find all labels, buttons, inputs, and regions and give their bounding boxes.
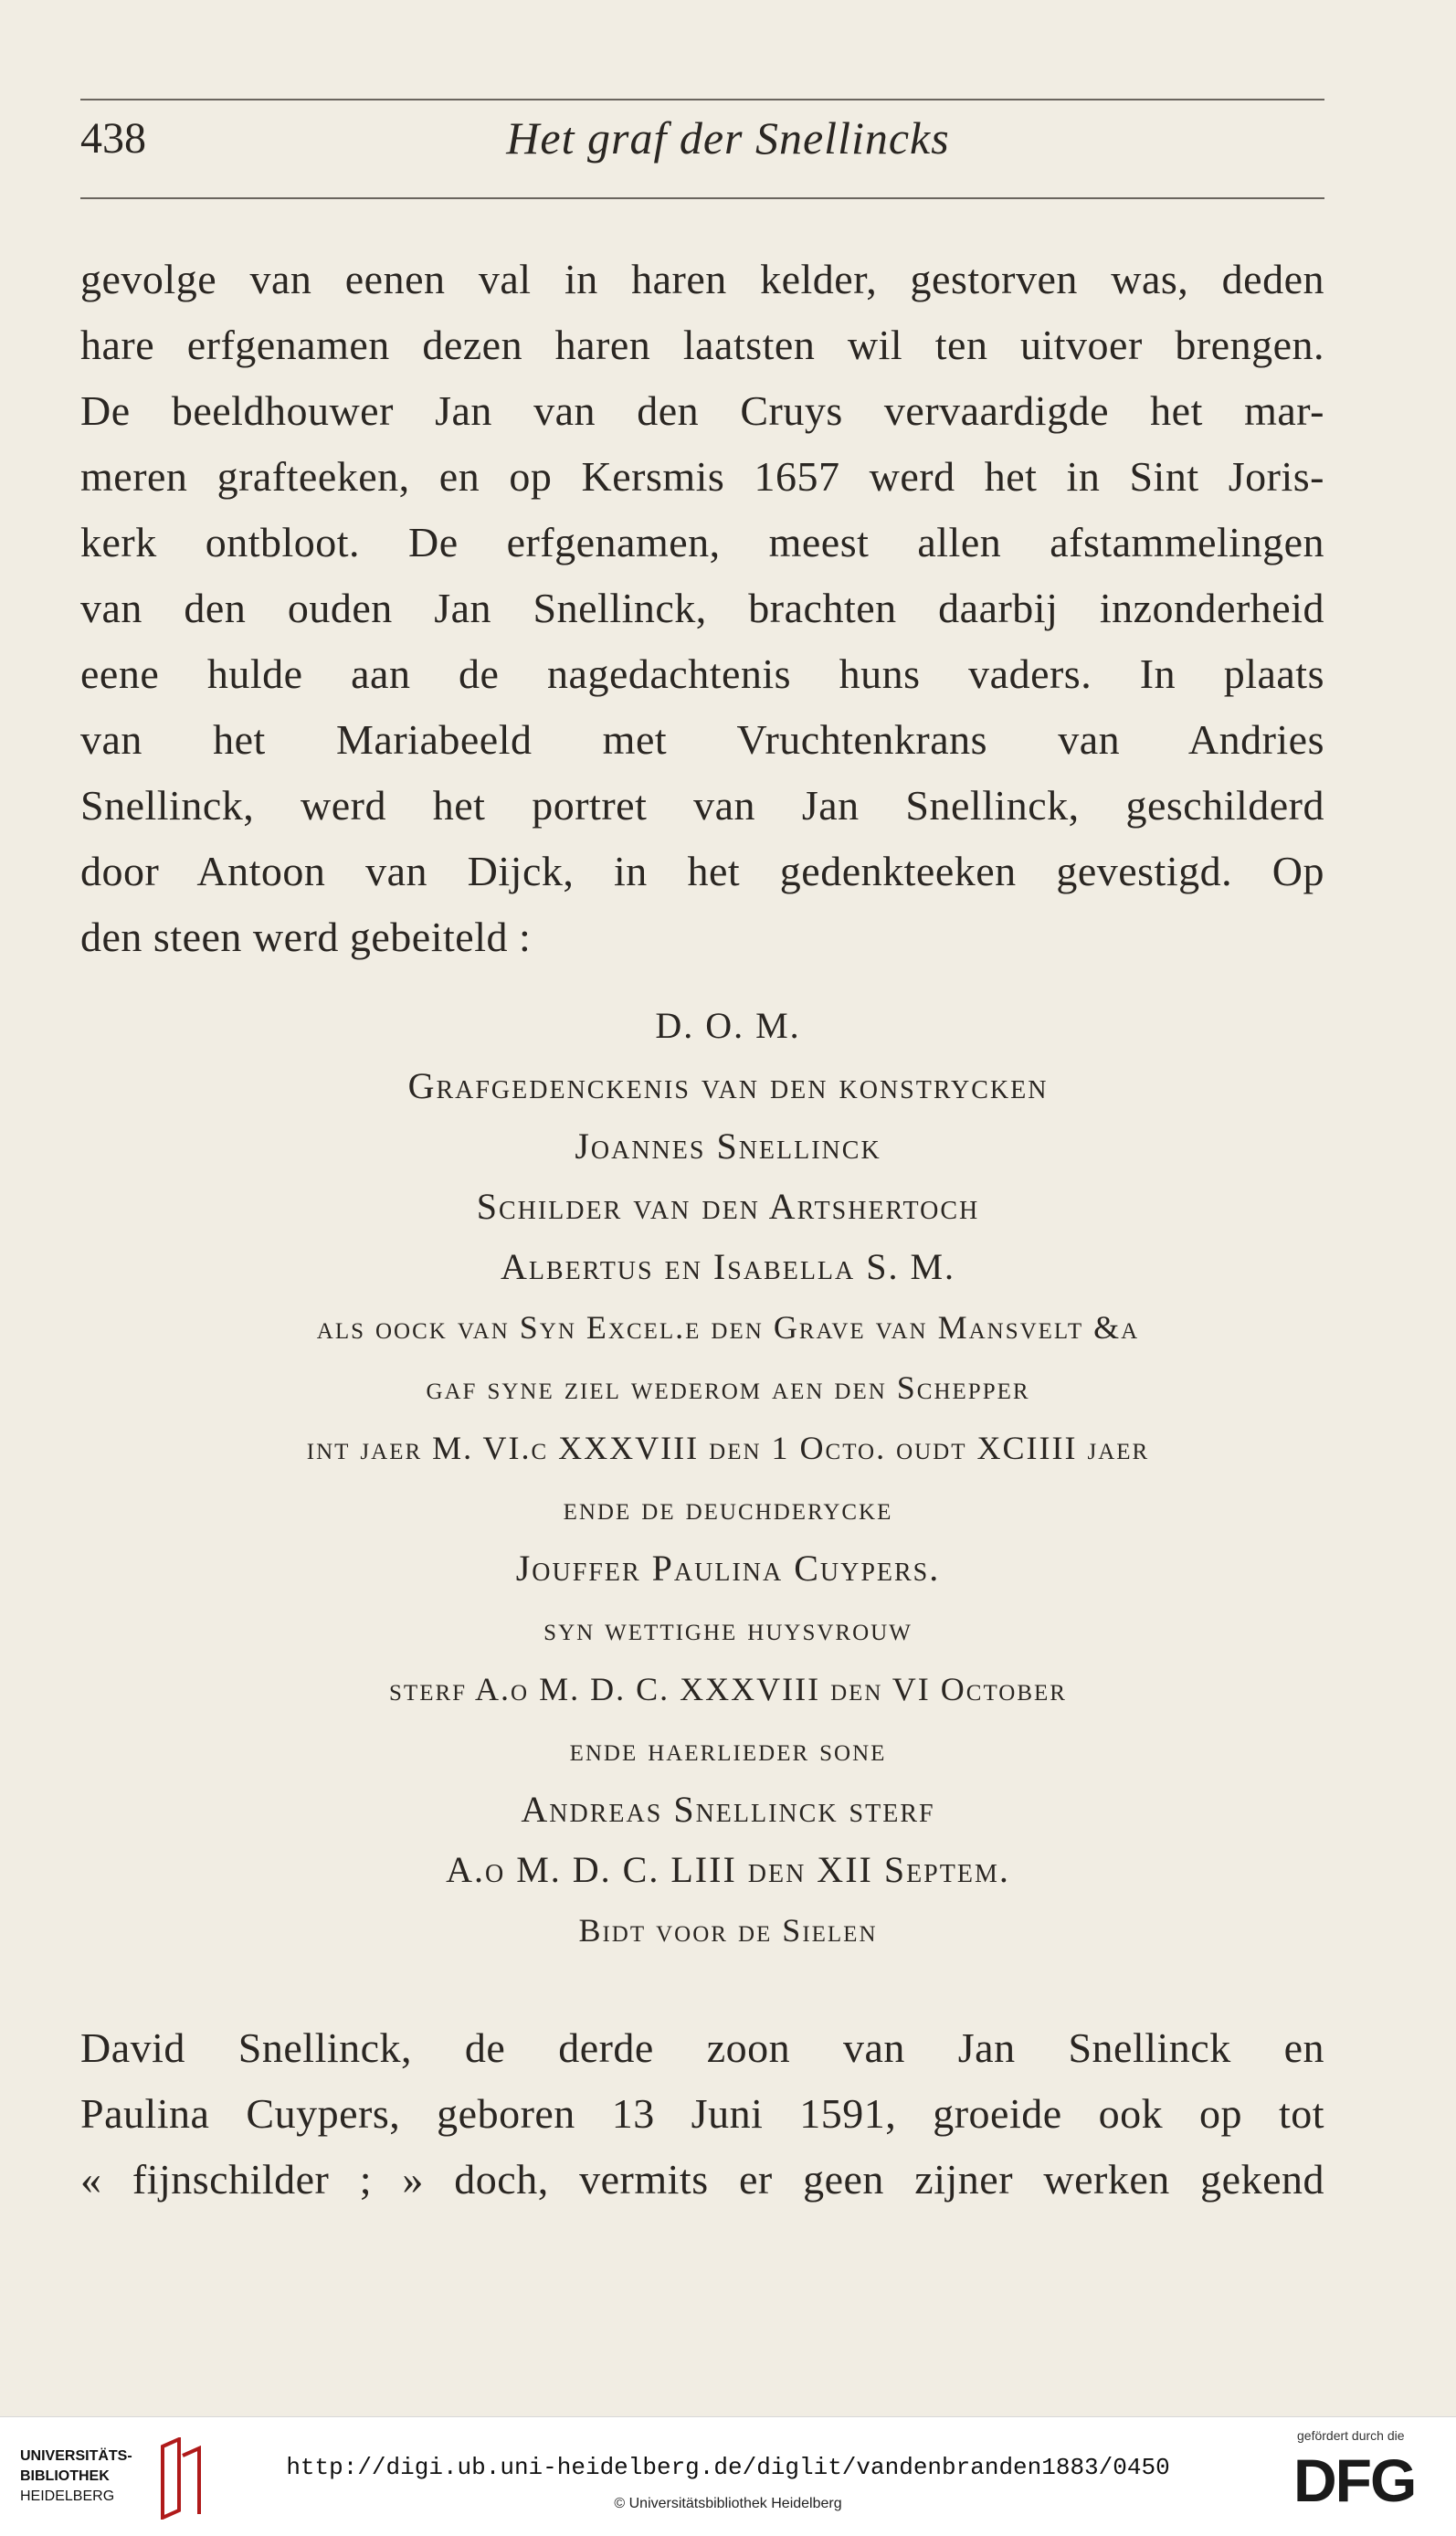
funded-by-label: gefördert durch die — [1297, 2428, 1405, 2443]
text-line: van den ouden Jan Snellinck, brachten daarbij inzonderheid — [80, 585, 1324, 631]
text-line: gevolge van eenen val in haren kelder, gestorven was, deden — [80, 256, 1324, 302]
inscription-line: als oock van Syn Excel.e den Grave van Mansvelt &a — [316, 1309, 1140, 1346]
inscription-line: sterf A.o M. D. C. XXXVIII den VI October — [389, 1671, 1067, 1707]
inscription-line: syn wettighe huysvrouw — [543, 1611, 913, 1647]
paragraph-1 — [80, 247, 1324, 970]
text-line: Snellinck, werd het portret van Jan Snellinck, geschilderd — [80, 782, 1324, 829]
inscription-line: Grafgedenckenis van den konstrycken — [407, 1065, 1049, 1106]
text-line: hare erfgenamen dezen haren laatsten wil ten uitvoer brengen. — [80, 322, 1324, 368]
header-rule-top — [80, 99, 1324, 100]
source-url-link[interactable]: http://digi.ub.uni-heidelberg.de/diglit/vandenbranden1883/0450 — [286, 2454, 1170, 2481]
text-line: David Snellinck, de derde zoon van Jan Snellinck en — [80, 2024, 1324, 2071]
text-line: De beeldhouwer Jan van den Cruys vervaardigde het mar- — [80, 387, 1324, 434]
inscription-line: Albertus en Isabella S. M. — [500, 1246, 956, 1287]
inscription-line: ende de deuchderycke — [563, 1490, 893, 1527]
text-line: van het Mariabeeld met Vruchtenkrans van Andries — [80, 716, 1324, 763]
digitization-footer — [0, 2416, 1456, 2536]
inscription-line: gaf syne ziel wederom aen den Schepper — [426, 1369, 1030, 1406]
text-line: kerk ontbloot. De erfgenamen, meest allen afstammelingen — [80, 519, 1324, 565]
text-line: den steen werd gebeiteld : — [80, 914, 532, 960]
text-line: door Antoon van Dijck, in het gedenkteeken gevestigd. Op — [80, 848, 1324, 894]
running-title: Het graf der Snellincks — [506, 112, 950, 164]
dfg-logo[interactable]: DFG — [1293, 2446, 1416, 2514]
inscription-line: D. O. M. — [655, 1005, 801, 1046]
inscription-line: A.o M. D. C. LIII den XII Septem. — [446, 1849, 1010, 1890]
inscription-line: Jouffer Paulina Cuypers. — [515, 1548, 941, 1589]
text-line: « fijnschilder ; » doch, vermits er geen zijner werken gekend — [80, 2156, 1324, 2203]
inscription-line: int jaer M. VI.c XXXVIII den 1 Octo. oudt XCIIII jaer — [306, 1430, 1150, 1466]
epitaph-inscription — [0, 996, 1456, 1960]
text-line: Paulina Cuypers, geboren 13 Juni 1591, groeide ook op tot — [80, 2090, 1324, 2137]
inscription-line: Bidt voor de Sielen — [578, 1912, 878, 1949]
copyright-notice: © Universitätsbibliothek Heidelberg — [614, 2496, 842, 2511]
paragraph-2 — [80, 2015, 1324, 2213]
page-number: 438 — [80, 114, 146, 163]
inscription-line: ende haerlieder sone — [569, 1731, 887, 1768]
library-name: UNIVERSITÄTS- BIBLIOTHEK HEIDELBERG — [20, 2448, 132, 2504]
text-line: eene hulde aan de nagedachtenis huns vaders. In plaats — [80, 650, 1324, 697]
inscription-line: Schilder van den Artshertoch — [476, 1186, 980, 1227]
header-rule-bottom — [80, 197, 1324, 199]
text-line: meren grafteeken, en op Kersmis 1657 werd het in Sint Joris- — [80, 453, 1324, 500]
inscription-line: Andreas Snellinck sterf — [521, 1789, 935, 1830]
inscription-line: Joannes Snellinck — [575, 1125, 881, 1167]
